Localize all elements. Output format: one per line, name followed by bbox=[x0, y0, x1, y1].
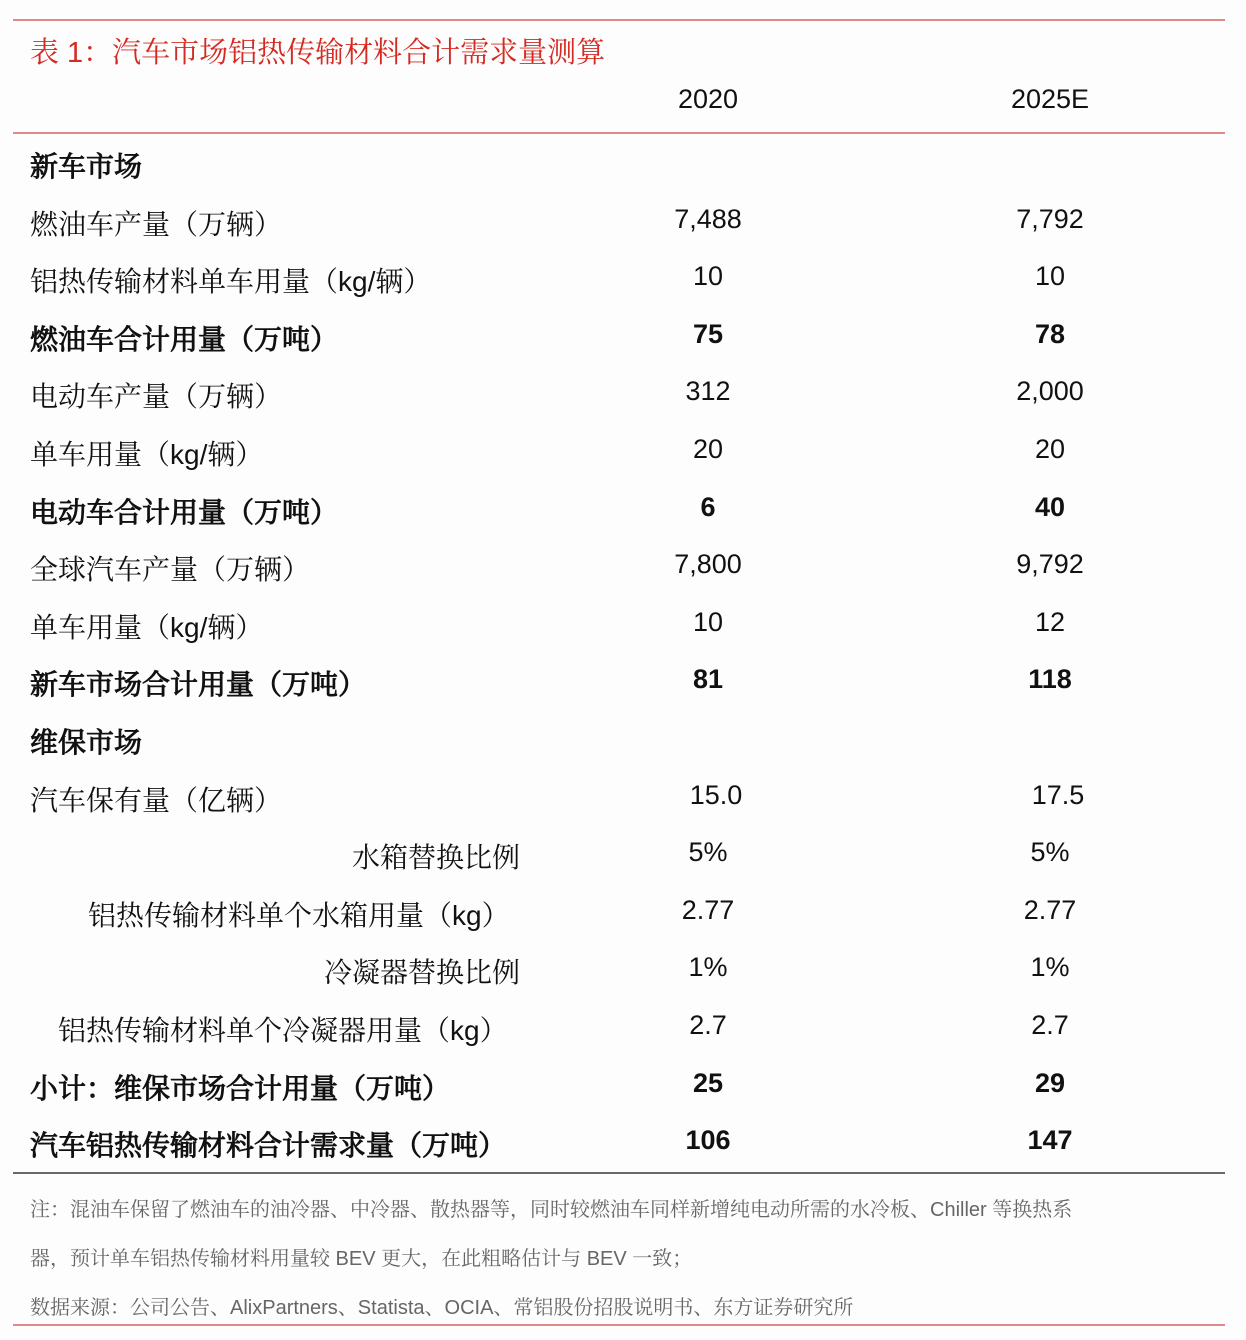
column-header-2025e: 2025E bbox=[1010, 84, 1090, 114]
row-label: 新车市场合计用量（万吨） bbox=[30, 669, 367, 701]
cell-2020: 20 bbox=[692, 433, 724, 464]
table-row-subtotal bbox=[0, 307, 1246, 365]
row-label: 单车用量（kg/辆） bbox=[30, 611, 264, 643]
cell-2025e: 2,000 bbox=[1016, 376, 1084, 407]
cell-2025e: 147 bbox=[1027, 1125, 1073, 1156]
row-label: 电动车合计用量（万吨） bbox=[30, 496, 339, 528]
cell-2020: 7,488 bbox=[674, 203, 742, 234]
bottom-rule bbox=[13, 1324, 1225, 1326]
cell-2025e: 12 bbox=[1034, 606, 1066, 637]
column-header-2020: 2020 bbox=[677, 84, 739, 114]
cell-2025e: 2.77 bbox=[1023, 894, 1077, 925]
cell-2025e: 17.5 bbox=[1031, 779, 1085, 810]
table-row bbox=[0, 364, 1246, 422]
row-label: 铝热传输材料单车用量（kg/辆） bbox=[30, 266, 432, 298]
cell-2025e: 10 bbox=[1034, 261, 1066, 292]
row-label: 铝热传输材料单个水箱用量（kg） bbox=[88, 899, 510, 931]
row-label: 水箱替换比例 bbox=[351, 842, 520, 874]
table-row bbox=[0, 998, 1246, 1056]
table-row bbox=[0, 768, 1246, 826]
cell-2020: 75 bbox=[692, 318, 724, 349]
section-maintenance-market bbox=[0, 710, 1246, 768]
cell-2020: 7,800 bbox=[674, 549, 742, 580]
row-label: 电动车产量（万辆） bbox=[30, 381, 283, 413]
cell-2020: 2.77 bbox=[681, 894, 735, 925]
table-row bbox=[0, 192, 1246, 250]
note-line-2: 器，预计单车铝热传输材料用量较 BEV 更大，在此粗略估计与 BEV 一致； bbox=[30, 1248, 693, 1270]
table-title: 表 1：汽车市场铝热传输材料合计需求量测算 bbox=[30, 37, 606, 69]
cell-2025e: 40 bbox=[1034, 491, 1066, 522]
cell-2025e: 20 bbox=[1034, 433, 1066, 464]
cell-2025e: 1% bbox=[1030, 952, 1070, 983]
table-row-subtotal bbox=[0, 1056, 1246, 1114]
cell-2025e: 7,792 bbox=[1016, 203, 1084, 234]
cell-2025e: 78 bbox=[1034, 318, 1066, 349]
table-row bbox=[0, 940, 1246, 998]
table-row-subtotal bbox=[0, 480, 1246, 538]
cell-2020: 312 bbox=[685, 376, 731, 407]
cell-2025e: 2.7 bbox=[1031, 1009, 1069, 1040]
footnotes bbox=[30, 1186, 1210, 1333]
table-row bbox=[0, 249, 1246, 307]
cell-2020: 25 bbox=[692, 1067, 724, 1098]
cell-2025e: 9,792 bbox=[1016, 549, 1084, 580]
cell-2025e: 118 bbox=[1028, 664, 1072, 695]
data-source: 数据来源：公司公告、AlixPartners、Statista、OCIA、常铝股份招股说明书、东方证券研究所 bbox=[30, 1297, 854, 1319]
data-table bbox=[0, 134, 1246, 1171]
row-label: 铝热传输材料单个冷凝器用量（kg） bbox=[58, 1014, 508, 1046]
cell-2020: 2.7 bbox=[689, 1009, 727, 1040]
cell-2020: 10 bbox=[692, 606, 724, 637]
table-row-subtotal bbox=[0, 652, 1246, 710]
table-row bbox=[0, 883, 1246, 941]
cell-2020: 6 bbox=[700, 491, 716, 522]
cell-2020: 81 bbox=[692, 664, 724, 695]
cell-2025e: 29 bbox=[1034, 1067, 1066, 1098]
table-row-total bbox=[0, 1113, 1246, 1171]
cell-2020: 5% bbox=[688, 837, 728, 868]
row-label: 汽车铝热传输材料合计需求量（万吨） bbox=[30, 1130, 507, 1162]
row-label: 小计：维保市场合计用量（万吨） bbox=[30, 1072, 451, 1104]
row-label: 冷凝器替换比例 bbox=[323, 957, 520, 989]
cell-2025e: 5% bbox=[1030, 837, 1070, 868]
top-rule bbox=[13, 19, 1225, 21]
table-row bbox=[0, 537, 1246, 595]
row-label: 汽车保有量（亿辆） bbox=[30, 784, 283, 816]
cell-2020: 1% bbox=[688, 952, 728, 983]
table-bottom-rule bbox=[13, 1172, 1225, 1174]
cell-2020: 10 bbox=[692, 261, 724, 292]
table-row bbox=[0, 422, 1246, 480]
row-label: 燃油车合计用量（万吨） bbox=[30, 323, 339, 355]
row-label: 单车用量（kg/辆） bbox=[30, 438, 264, 470]
row-label: 全球汽车产量（万辆） bbox=[30, 554, 311, 586]
row-label: 维保市场 bbox=[30, 726, 143, 758]
section-new-car-market bbox=[0, 134, 1246, 192]
table-row bbox=[0, 595, 1246, 653]
table-row bbox=[0, 825, 1246, 883]
row-label: 燃油车产量（万辆） bbox=[30, 208, 283, 240]
cell-2020: 106 bbox=[685, 1125, 731, 1156]
note-line-1: 注：混油车保留了燃油车的油冷器、中冷器、散热器等，同时较燃油车同样新增纯电动所需的水冷板、Chiller 等换热系 bbox=[30, 1199, 1073, 1221]
row-label: 新车市场 bbox=[30, 151, 143, 182]
cell-2020: 15.0 bbox=[689, 779, 743, 810]
